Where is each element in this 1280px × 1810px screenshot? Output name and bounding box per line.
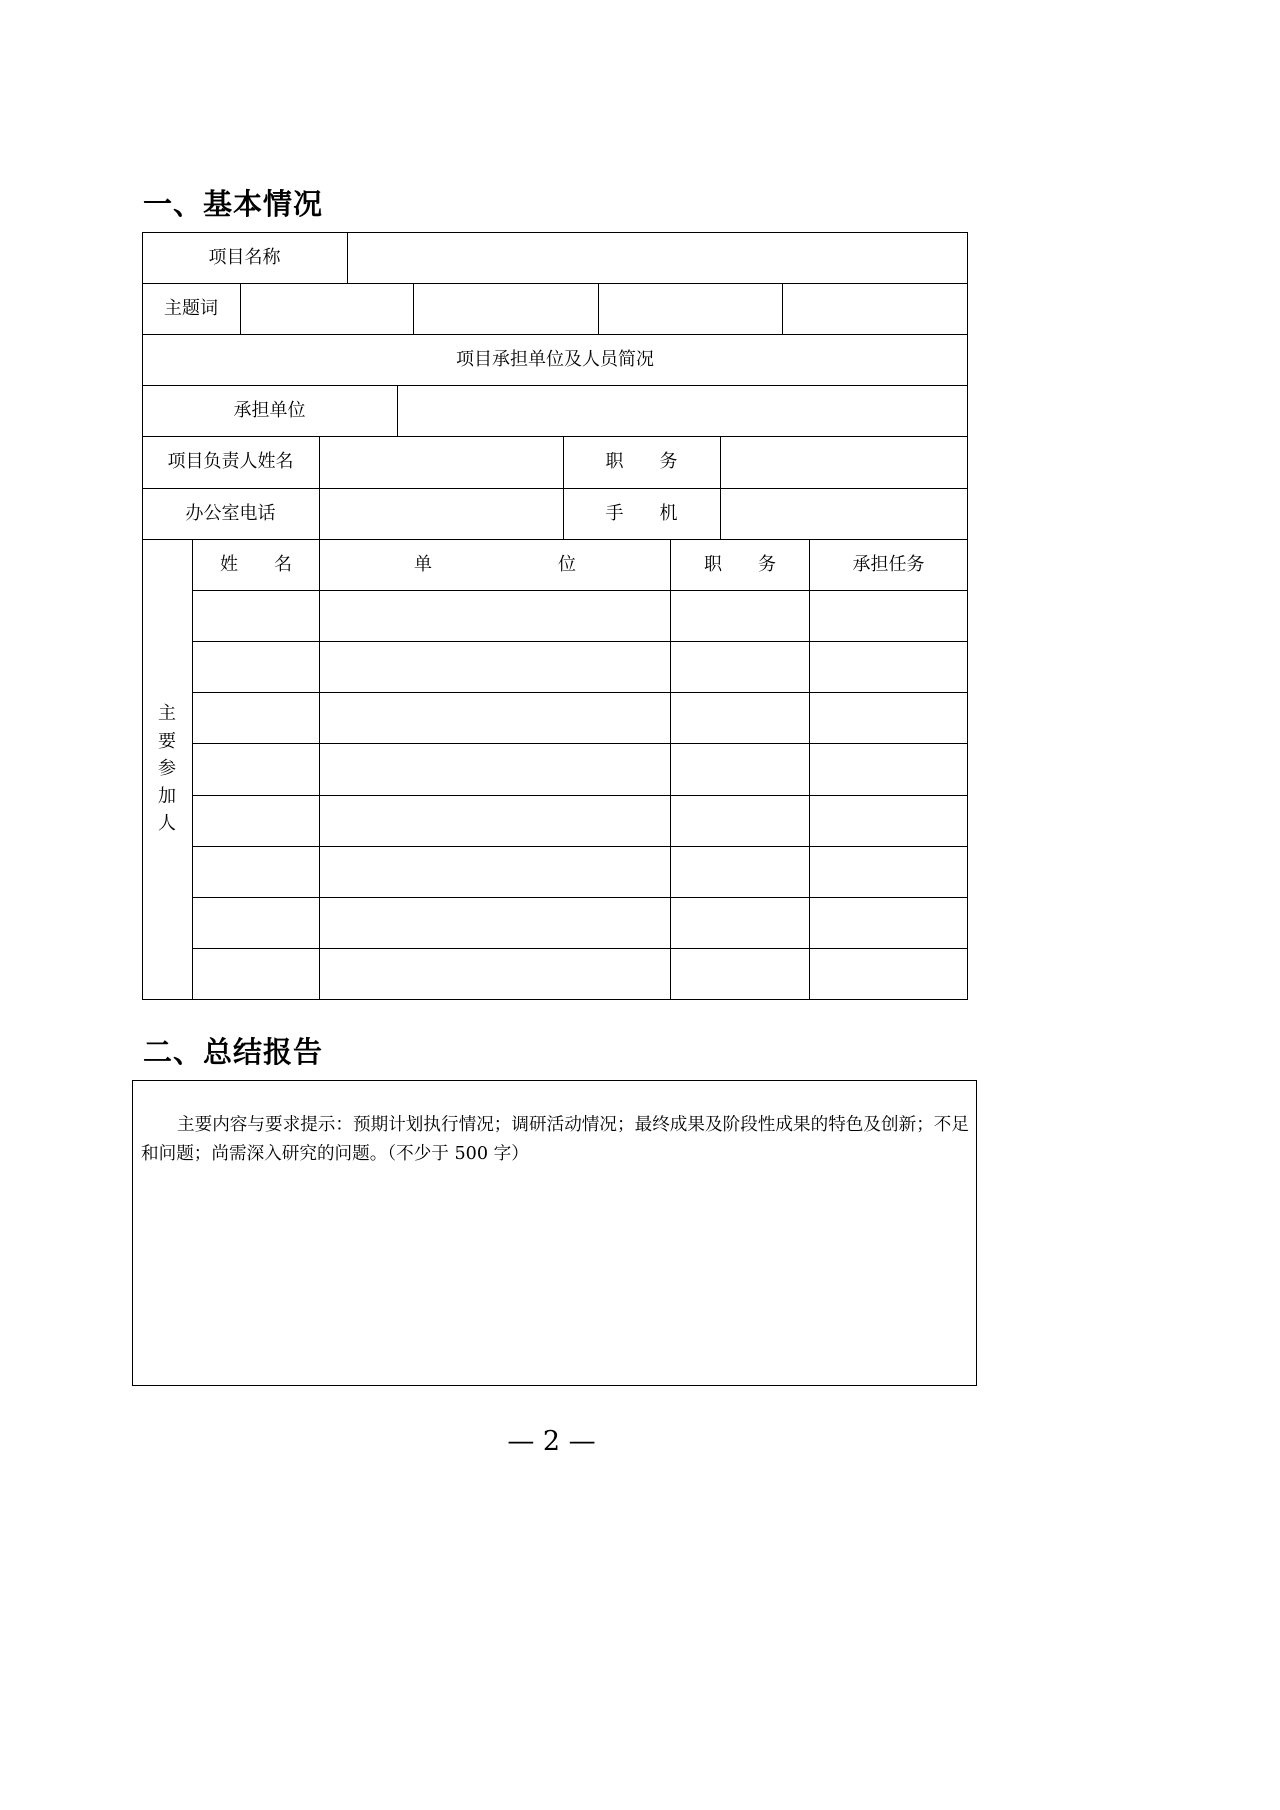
section-1-heading: 一、基本情况 <box>143 187 324 221</box>
participant-task-field[interactable] <box>810 948 967 999</box>
mobile-field[interactable] <box>721 488 967 539</box>
participant-unit-field[interactable] <box>320 897 670 948</box>
basic-info-table <box>142 232 968 1000</box>
participant-name-field[interactable] <box>193 846 319 897</box>
participants-label-char: 加 <box>158 785 176 807</box>
participant-task-field[interactable] <box>810 795 967 846</box>
participant-title-field[interactable] <box>671 795 809 846</box>
unit-label: 承担单位 <box>233 399 306 421</box>
participant-unit-field[interactable] <box>320 948 670 999</box>
participant-unit-field[interactable] <box>320 590 670 641</box>
col-header-unit: 单 位 <box>414 553 576 575</box>
participant-unit-field[interactable] <box>320 692 670 743</box>
participant-task-field[interactable] <box>810 897 967 948</box>
participant-name-field[interactable] <box>193 897 319 948</box>
participant-task-field[interactable] <box>810 641 967 692</box>
page-number: — 2 — <box>507 1426 596 1457</box>
office-phone-field[interactable] <box>320 488 563 539</box>
participant-task-field[interactable] <box>810 846 967 897</box>
participant-unit-field[interactable] <box>320 795 670 846</box>
participant-title-field[interactable] <box>671 641 809 692</box>
participant-unit-field[interactable] <box>320 846 670 897</box>
participant-title-field[interactable] <box>671 590 809 641</box>
participant-task-field[interactable] <box>810 743 967 795</box>
col-header-name: 姓 名 <box>220 553 292 575</box>
keyword-field-2[interactable] <box>414 283 598 334</box>
participants-label-char: 参 <box>158 758 176 780</box>
col-header-title: 职 务 <box>704 553 776 575</box>
keyword-field-4[interactable] <box>783 283 967 334</box>
keywords-label: 主题词 <box>164 297 218 319</box>
participant-title-field[interactable] <box>671 897 809 948</box>
participant-task-field[interactable] <box>810 692 967 743</box>
participant-name-field[interactable] <box>193 948 319 999</box>
mobile-label: 手 机 <box>605 502 678 524</box>
unit-field[interactable] <box>398 385 967 436</box>
participant-title-field[interactable] <box>671 846 809 897</box>
participant-title-field[interactable] <box>671 948 809 999</box>
leader-name-field[interactable] <box>320 436 563 488</box>
participant-name-field[interactable] <box>193 795 319 846</box>
leader-title-field[interactable] <box>721 436 967 488</box>
participant-unit-field[interactable] <box>320 641 670 692</box>
participant-title-field[interactable] <box>671 743 809 795</box>
keyword-field-3[interactable] <box>599 283 782 334</box>
section-2-heading: 二、总结报告 <box>143 1035 324 1069</box>
leader-title-label: 职 务 <box>605 451 678 472</box>
project-name-label: 项目名称 <box>208 246 281 268</box>
participant-title-field[interactable] <box>671 692 809 743</box>
participants-label-char: 人 <box>158 813 176 835</box>
participants-label <box>142 539 192 999</box>
participants-label-char: 主 <box>158 703 176 725</box>
participant-unit-field[interactable] <box>320 743 670 795</box>
unit-section-title: 项目承担单位及人员简况 <box>456 348 654 370</box>
keyword-field-1[interactable] <box>241 283 413 334</box>
participant-name-field[interactable] <box>193 743 319 795</box>
participant-name-field[interactable] <box>193 641 319 692</box>
participant-task-field[interactable] <box>810 590 967 641</box>
leader-name-label: 项目负责人姓名 <box>167 451 294 472</box>
report-prompt: 主要内容与要求提示：预期计划执行情况；调研活动情况；最终成果及阶段性成果的特色及创新；不足和问题；尚需深入研究的问题。（不少于 500 字） <box>141 1115 969 1164</box>
participant-name-field[interactable] <box>193 692 319 743</box>
project-name-field[interactable] <box>348 232 967 283</box>
office-phone-label: 办公室电话 <box>185 502 276 524</box>
summary-report-box[interactable] <box>132 1080 977 1386</box>
participants-label-char: 要 <box>158 730 176 752</box>
col-header-task: 承担任务 <box>852 553 925 575</box>
participant-name-field[interactable] <box>193 590 319 641</box>
